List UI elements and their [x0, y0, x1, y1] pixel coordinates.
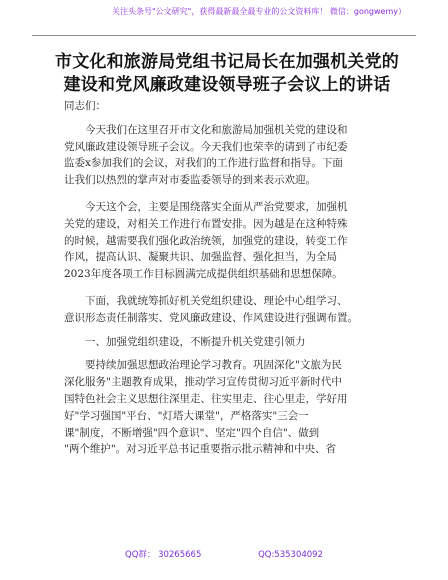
paragraph-line: 好"学习强国"平台、"灯塔大课堂"，严格落实"三会一 [64, 409, 309, 422]
paragraph-line: 2023年度各项工作目标圆满完成提供组织基础和思想保障。 [64, 268, 343, 281]
paragraph-line: 下面，我就统筹抓好机关党组织建设、理论中心组学习、 [85, 294, 348, 307]
paragraph-line: 深化服务"主题教育成果，推动学习宣传贯彻习近平新时代中 [64, 376, 342, 389]
title-line: 市文化和旅游局党组书记局长在加强机关党的 [55, 52, 399, 72]
header-divider [32, 35, 416, 36]
section-heading: 一、加强党组织建设，不断提升机关党建引领力 [85, 335, 306, 348]
footer-contact [0, 548, 448, 560]
paragraph-line: "两个维护"。对习近平总书记重要指示批示精神和中央、省 [64, 443, 337, 456]
title-line: 建设和党风廉政建设领导班子会议上的讲话 [63, 75, 391, 95]
paragraph-line: 让我们以热烈的掌声对市委监委领导的到来表示欢迎。 [64, 174, 316, 187]
top-banner: 关注头条号"公文研究"，获得最新最全最专业的公文资料库！ 微信：gongwemy） [111, 7, 406, 16]
paragraph-line: 监委x参加我们的会议，对我们的工作进行监督和指导。下面 [64, 157, 343, 170]
document-body [64, 98, 386, 458]
document-title [52, 51, 402, 97]
footer-qq-group: QQ群： 30265665 [125, 550, 202, 560]
paragraph-line: 国特色社会主义思想往深里走、往实里走、往心里走，学好用 [64, 392, 348, 405]
paragraph-line: 关党的建设，对相关工作进行布置安排。因为越是在这种特殊 [64, 217, 348, 230]
paragraph-line: 课"制度，不断增强"四个意识"、坚定"四个自信"、做到 [64, 426, 320, 439]
footer-qq-number: QQ:535304092 [258, 550, 323, 560]
paragraph-line: 要持续加强思想政治理论学习教育。巩固深化"文旅为民 [85, 359, 342, 372]
paragraph-line: 的时候，越需要我们强化政治统领，加强党的建设，转变工作 [64, 234, 348, 247]
paragraph-line: 作风，提高认识、凝聚共识、加强监督、强化担当，为全局 [64, 251, 337, 264]
paragraph-line: 意识形态责任制落实、党风廉政建设、作风建设进行强调布置。 [64, 311, 358, 324]
paragraph-line: 今天这个会，主要是围绕落实全面从严治党要求，加强机 [85, 200, 348, 213]
paragraph-line: 党风廉政建设领导班子会议。今天我们也荣幸的请到了市纪委 [64, 140, 348, 153]
salutation: 同志们： [64, 100, 106, 112]
paragraph-line: 今天我们在这里召开市文化和旅游局加强机关党的建设和 [85, 123, 348, 136]
